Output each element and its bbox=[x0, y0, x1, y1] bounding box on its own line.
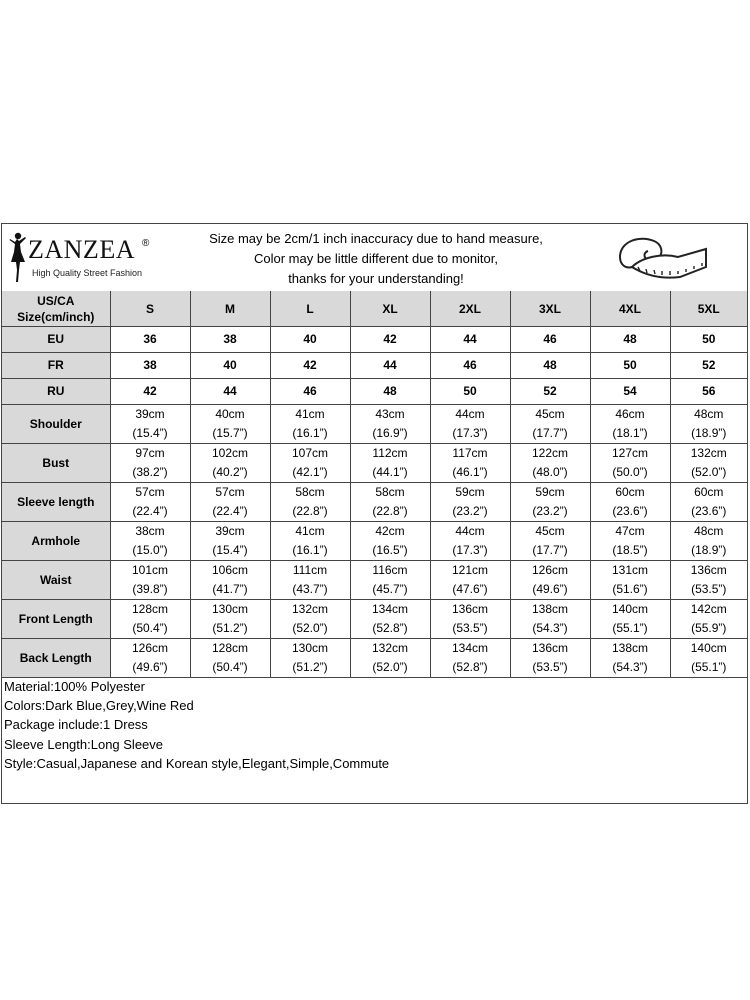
size-header-2xl: 2XL bbox=[430, 291, 510, 327]
inch-value: (52.0”) bbox=[292, 621, 328, 635]
cm-value: 134cm bbox=[451, 641, 489, 655]
cm-value: 142cm bbox=[690, 602, 727, 616]
inch-value: (51.2”) bbox=[212, 621, 248, 635]
measurement-row-armhole bbox=[2, 522, 747, 561]
size-value-cell: 40 bbox=[270, 327, 350, 353]
inch-value: (50.4”) bbox=[212, 660, 248, 674]
measurement-cell bbox=[430, 522, 510, 561]
measurement-cell bbox=[190, 483, 270, 522]
cm-value: 38cm bbox=[135, 524, 165, 538]
measurement-cell bbox=[670, 522, 747, 561]
cm-value: 39cm bbox=[135, 407, 165, 421]
measurement-cell bbox=[190, 444, 270, 483]
inch-value: (16.5”) bbox=[372, 543, 408, 557]
cm-value: 132cm bbox=[690, 446, 727, 460]
cm-value: 60cm bbox=[694, 485, 724, 499]
measurement-cell bbox=[430, 483, 510, 522]
inch-value: (51.6”) bbox=[612, 582, 648, 596]
measurement-row-front-length bbox=[2, 600, 747, 639]
measurement-row-shoulder bbox=[2, 405, 747, 444]
size-header-3xl: 3XL bbox=[510, 291, 590, 327]
cm-value: 136cm bbox=[451, 602, 489, 616]
cm-value: 126cm bbox=[131, 641, 169, 655]
inch-value: (22.8”) bbox=[372, 504, 408, 518]
measurement-cell bbox=[510, 444, 590, 483]
cm-value: 117cm bbox=[452, 446, 488, 460]
inch-value: (18.1”) bbox=[612, 426, 648, 440]
cm-value: 102cm bbox=[211, 446, 249, 460]
size-value-cell: 50 bbox=[670, 327, 747, 353]
cm-value: 43cm bbox=[375, 407, 405, 421]
measurement-cell bbox=[110, 522, 190, 561]
cm-value: 136cm bbox=[690, 563, 727, 577]
inch-value: (22.4”) bbox=[132, 504, 168, 518]
size-chart bbox=[1, 223, 748, 804]
measurement-cell bbox=[350, 405, 430, 444]
measurement-cell bbox=[270, 561, 350, 600]
inch-value: (15.0”) bbox=[132, 543, 168, 557]
size-value-cell: 40 bbox=[190, 353, 270, 379]
cm-value: 112cm bbox=[372, 446, 408, 460]
notice-line: thanks for your understanding! bbox=[288, 271, 464, 286]
notice-line: Size may be 2cm/1 inch inaccuracy due to hand measure, bbox=[209, 231, 543, 246]
measurement-cell bbox=[350, 600, 430, 639]
measurement-cell bbox=[190, 600, 270, 639]
measurement-cell bbox=[270, 405, 350, 444]
row-label: RU bbox=[2, 379, 110, 405]
size-value-cell: 54 bbox=[590, 379, 670, 405]
size-value-cell: 52 bbox=[510, 379, 590, 405]
inch-value: (23.2”) bbox=[452, 504, 488, 518]
measurement-cell bbox=[270, 483, 350, 522]
inch-value: (18.9”) bbox=[691, 543, 727, 557]
brand-tagline: High Quality Street Fashion bbox=[32, 268, 143, 278]
size-value-cell: 44 bbox=[430, 327, 510, 353]
row-label: Front Length bbox=[2, 600, 110, 639]
measurement-cell bbox=[590, 483, 670, 522]
measurement-cell bbox=[350, 522, 430, 561]
cm-value: 57cm bbox=[215, 485, 245, 499]
inch-value: (44.1”) bbox=[372, 465, 408, 479]
measurement-cell bbox=[190, 639, 270, 678]
measurement-cell bbox=[430, 600, 510, 639]
measurement-cell bbox=[110, 444, 190, 483]
inch-value: (49.6”) bbox=[532, 582, 568, 596]
cm-value: 60cm bbox=[615, 485, 645, 499]
measurement-row-waist bbox=[2, 561, 747, 600]
size-value-cell: 36 bbox=[110, 327, 190, 353]
inch-value: (54.3”) bbox=[532, 621, 568, 635]
inch-value: (47.6”) bbox=[452, 582, 488, 596]
conversion-row-fr bbox=[2, 353, 747, 379]
cm-value: 138cm bbox=[611, 641, 649, 655]
inch-value: (52.0”) bbox=[372, 660, 408, 674]
cm-value: 136cm bbox=[531, 641, 569, 655]
inch-value: (51.2”) bbox=[292, 660, 328, 674]
size-header-5xl: 5XL bbox=[670, 291, 747, 327]
cm-value: 44cm bbox=[455, 407, 485, 421]
inch-value: (17.7”) bbox=[532, 543, 568, 557]
cm-value: 130cm bbox=[291, 641, 329, 655]
inch-value: (48.0”) bbox=[532, 465, 568, 479]
size-value-cell: 44 bbox=[190, 379, 270, 405]
size-header-4xl: 4XL bbox=[590, 291, 670, 327]
size-value-cell: 38 bbox=[190, 327, 270, 353]
cm-value: 46cm bbox=[615, 407, 645, 421]
cm-value: 106cm bbox=[211, 563, 249, 577]
measurement-cell bbox=[590, 522, 670, 561]
conversion-row-eu bbox=[2, 327, 747, 353]
size-value-cell: 52 bbox=[670, 353, 747, 379]
row-label: Back Length bbox=[2, 639, 110, 678]
inch-value: (55.1”) bbox=[612, 621, 648, 635]
cm-value: 130cm bbox=[211, 602, 249, 616]
measurement-cell bbox=[510, 561, 590, 600]
measurement-row-back-length bbox=[2, 639, 747, 678]
cm-value: 97cm bbox=[135, 446, 165, 460]
corner-unit-label: Size(cm/inch) bbox=[17, 309, 95, 324]
cm-value: 128cm bbox=[211, 641, 249, 655]
inch-value: (49.6”) bbox=[132, 660, 168, 674]
measurement-cell bbox=[110, 639, 190, 678]
size-value-cell: 46 bbox=[510, 327, 590, 353]
size-value-cell: 46 bbox=[270, 379, 350, 405]
size-value-cell: 50 bbox=[430, 379, 510, 405]
size-value-cell: 38 bbox=[110, 353, 190, 379]
row-label: Armhole bbox=[2, 522, 110, 561]
measurement-cell bbox=[350, 483, 430, 522]
inch-value: (15.4”) bbox=[132, 426, 168, 440]
measurement-cell bbox=[110, 405, 190, 444]
inch-value: (17.3”) bbox=[452, 426, 488, 440]
row-label: Sleeve length bbox=[2, 483, 110, 522]
size-value-cell: 46 bbox=[430, 353, 510, 379]
measurement-cell bbox=[510, 639, 590, 678]
measurement-cell bbox=[510, 483, 590, 522]
measurement-cell bbox=[350, 561, 430, 600]
inch-value: (45.7”) bbox=[372, 582, 408, 596]
inch-value: (52.0”) bbox=[691, 465, 727, 479]
inch-value: (46.1”) bbox=[452, 465, 488, 479]
measurement-cell bbox=[430, 561, 510, 600]
measurement-cell bbox=[270, 444, 350, 483]
measurement-cell bbox=[430, 405, 510, 444]
conversion-row-ru bbox=[2, 379, 747, 405]
measurement-cell bbox=[430, 444, 510, 483]
inch-value: (53.5”) bbox=[691, 582, 727, 596]
brand-name: ZANZEA bbox=[28, 235, 135, 264]
size-header-l: L bbox=[270, 291, 350, 327]
measurement-cell bbox=[590, 561, 670, 600]
inch-value: (22.4”) bbox=[212, 504, 248, 518]
measurement-cell bbox=[670, 444, 747, 483]
cm-value: 58cm bbox=[295, 485, 325, 499]
inch-value: (40.2”) bbox=[212, 465, 248, 479]
product-specs bbox=[4, 677, 389, 773]
cm-value: 128cm bbox=[131, 602, 169, 616]
inch-value: (16.1”) bbox=[292, 426, 328, 440]
cm-value: 122cm bbox=[531, 446, 569, 460]
measurement-cell bbox=[190, 405, 270, 444]
cm-value: 101cm bbox=[131, 563, 169, 577]
measurement-cell bbox=[270, 639, 350, 678]
inch-value: (41.7”) bbox=[212, 582, 248, 596]
row-label: FR bbox=[2, 353, 110, 379]
cm-value: 126cm bbox=[531, 563, 569, 577]
cm-value: 107cm bbox=[291, 446, 329, 460]
inch-value: (54.3”) bbox=[612, 660, 648, 674]
cm-value: 140cm bbox=[611, 602, 649, 616]
measurement-cell bbox=[670, 483, 747, 522]
spec-sleeve-length: Sleeve Length:Long Sleeve bbox=[4, 736, 164, 752]
size-value-cell: 48 bbox=[350, 379, 430, 405]
inch-value: (23.2”) bbox=[532, 504, 568, 518]
cm-value: 41cm bbox=[295, 407, 325, 421]
inch-value: (16.9”) bbox=[372, 426, 408, 440]
inch-value: (55.9”) bbox=[691, 621, 727, 635]
measuring-tape-icon bbox=[614, 227, 710, 287]
cm-value: 47cm bbox=[615, 524, 645, 538]
measurement-cell bbox=[510, 522, 590, 561]
corner-cell bbox=[2, 291, 110, 327]
inch-value: (55.1”) bbox=[691, 660, 727, 674]
notice-line: Color may be little different due to monitor, bbox=[254, 251, 498, 266]
cm-value: 57cm bbox=[135, 485, 165, 499]
spec-package: Package include:1 Dress bbox=[4, 717, 148, 733]
size-value-cell: 50 bbox=[590, 353, 670, 379]
cm-value: 111cm bbox=[292, 563, 328, 577]
cm-value: 121cm bbox=[451, 563, 489, 577]
row-label: Waist bbox=[2, 561, 110, 600]
cm-value: 39cm bbox=[215, 524, 245, 538]
cm-value: 134cm bbox=[371, 602, 409, 616]
inch-value: (38.2”) bbox=[132, 465, 168, 479]
size-value-cell: 48 bbox=[590, 327, 670, 353]
size-value-cell: 42 bbox=[350, 327, 430, 353]
row-label: Shoulder bbox=[2, 405, 110, 444]
brand-logo bbox=[6, 230, 166, 288]
measurement-cell bbox=[670, 600, 747, 639]
size-header-m: M bbox=[190, 291, 270, 327]
cm-value: 45cm bbox=[535, 524, 565, 538]
inch-value: (18.9”) bbox=[691, 426, 727, 440]
measurement-cell bbox=[670, 405, 747, 444]
inch-value: (23.6”) bbox=[612, 504, 648, 518]
cm-value: 42cm bbox=[375, 524, 405, 538]
inch-value: (22.8”) bbox=[292, 504, 328, 518]
inch-value: (43.7”) bbox=[292, 582, 328, 596]
dancer-silhouette-icon bbox=[6, 230, 30, 286]
cm-value: 140cm bbox=[690, 641, 727, 655]
cm-value: 48cm bbox=[694, 407, 724, 421]
cm-value: 44cm bbox=[455, 524, 485, 538]
measurement-cell bbox=[350, 444, 430, 483]
measurement-cell bbox=[590, 405, 670, 444]
corner-region-label: US/CA bbox=[37, 293, 75, 308]
measurement-cell bbox=[590, 639, 670, 678]
inch-value: (52.8”) bbox=[372, 621, 408, 635]
inch-value: (39.8”) bbox=[132, 582, 168, 596]
measurement-cell bbox=[430, 639, 510, 678]
cm-value: 138cm bbox=[531, 602, 569, 616]
cm-value: 116cm bbox=[372, 563, 408, 577]
measurement-cell bbox=[510, 405, 590, 444]
inch-value: (23.6”) bbox=[691, 504, 727, 518]
size-header-s: S bbox=[110, 291, 190, 327]
measurement-cell bbox=[110, 600, 190, 639]
inch-value: (17.7”) bbox=[532, 426, 568, 440]
cm-value: 58cm bbox=[375, 485, 405, 499]
cm-value: 127cm bbox=[611, 446, 649, 460]
inch-value: (53.5”) bbox=[452, 621, 488, 635]
size-notice bbox=[192, 229, 560, 289]
row-label: EU bbox=[2, 327, 110, 353]
cm-value: 59cm bbox=[535, 485, 565, 499]
measurement-cell bbox=[270, 522, 350, 561]
spec-style: Style:Casual,Japanese and Korean style,Elegant,Simple,Commute bbox=[4, 755, 390, 771]
inch-value: (52.8”) bbox=[452, 660, 488, 674]
measurement-row-bust bbox=[2, 444, 747, 483]
size-value-cell: 48 bbox=[510, 353, 590, 379]
cm-value: 132cm bbox=[291, 602, 329, 616]
measurement-cell bbox=[590, 444, 670, 483]
measurement-cell bbox=[590, 600, 670, 639]
measurement-cell bbox=[670, 561, 747, 600]
size-header-xl: XL bbox=[350, 291, 430, 327]
measurement-cell bbox=[110, 483, 190, 522]
size-value-cell: 44 bbox=[350, 353, 430, 379]
inch-value: (53.5”) bbox=[532, 660, 568, 674]
measurement-cell bbox=[190, 522, 270, 561]
cm-value: 48cm bbox=[694, 524, 724, 538]
spec-colors: Colors:Dark Blue,Grey,Wine Red bbox=[4, 698, 194, 714]
size-value-cell: 56 bbox=[670, 379, 747, 405]
inch-value: (18.5”) bbox=[612, 543, 648, 557]
measurement-cell bbox=[510, 600, 590, 639]
spec-material: Material:100% Polyester bbox=[4, 679, 145, 694]
measurement-row-sleeve-length bbox=[2, 483, 747, 522]
size-value-cell: 42 bbox=[270, 353, 350, 379]
chart-header bbox=[2, 224, 747, 292]
size-header-row bbox=[2, 291, 747, 327]
measurement-cell bbox=[350, 639, 430, 678]
row-label: Bust bbox=[2, 444, 110, 483]
cm-value: 41cm bbox=[295, 524, 325, 538]
inch-value: (16.1”) bbox=[292, 543, 328, 557]
cm-value: 132cm bbox=[371, 641, 409, 655]
registered-mark: ® bbox=[142, 238, 150, 249]
cm-value: 59cm bbox=[455, 485, 485, 499]
measurement-cell bbox=[670, 639, 747, 678]
measurement-cell bbox=[190, 561, 270, 600]
measurement-cell bbox=[270, 600, 350, 639]
cm-value: 40cm bbox=[215, 407, 245, 421]
inch-value: (50.0”) bbox=[612, 465, 648, 479]
cm-value: 131cm bbox=[611, 563, 649, 577]
inch-value: (42.1”) bbox=[292, 465, 328, 479]
cm-value: 45cm bbox=[535, 407, 565, 421]
inch-value: (15.4”) bbox=[212, 543, 248, 557]
size-value-cell: 42 bbox=[110, 379, 190, 405]
inch-value: (15.7”) bbox=[212, 426, 248, 440]
size-table bbox=[2, 291, 747, 678]
measurement-cell bbox=[110, 561, 190, 600]
inch-value: (50.4”) bbox=[132, 621, 168, 635]
inch-value: (17.3”) bbox=[452, 543, 488, 557]
